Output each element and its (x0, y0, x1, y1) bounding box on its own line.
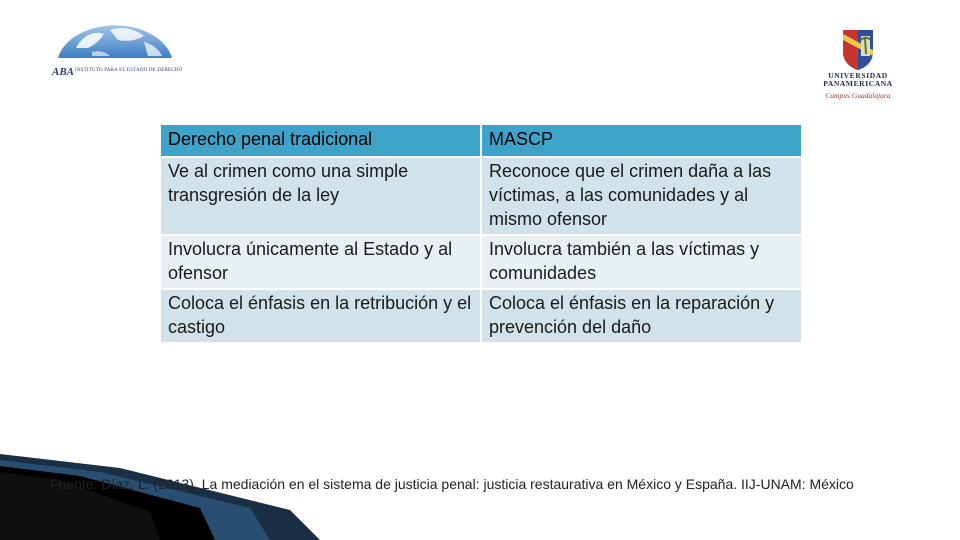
university-name-line2: PANAMERICANA (823, 79, 893, 88)
header-mascp: MASCP (481, 124, 802, 157)
campus-name: Campus Guadalajara (825, 91, 891, 100)
table-row (160, 289, 802, 343)
university-name (812, 72, 904, 88)
university-name-line1: UNIVERSIDAD (828, 71, 888, 80)
table-cell: Reconoce que el crimen daña a las víctimas, a las comunidades y al mismo ofensor (481, 157, 802, 235)
header-traditional: Derecho penal tradicional (160, 124, 481, 157)
table-row (160, 157, 802, 235)
source-citation: Fuente: Díaz, L. (2013). La mediación en el sistema de justicia penal: justicia restaurativa en México y España. IIJ-UNAM: México (50, 476, 854, 492)
aba-logo-text: ABA (52, 66, 75, 78)
table-cell: Coloca el énfasis en la retribución y el castigo (160, 289, 481, 343)
table-cell: Involucra también a las víctimas y comunidades (481, 235, 802, 289)
globe-logo-icon (48, 14, 178, 84)
table-cell: Coloca el énfasis en la reparación y prevención del daño (481, 289, 802, 343)
table-cell: Involucra únicamente al Estado y al ofensor (160, 235, 481, 289)
table-header-row (160, 124, 802, 157)
table-row (160, 235, 802, 289)
aba-caption: INSTITUTO PARA EL ESTADO DE DERECHO (75, 68, 183, 73)
table-cell: Ve al crimen como una simple transgresión de la ley (160, 157, 481, 235)
decorative-swoosh (0, 450, 960, 540)
comparison-table (159, 123, 803, 344)
